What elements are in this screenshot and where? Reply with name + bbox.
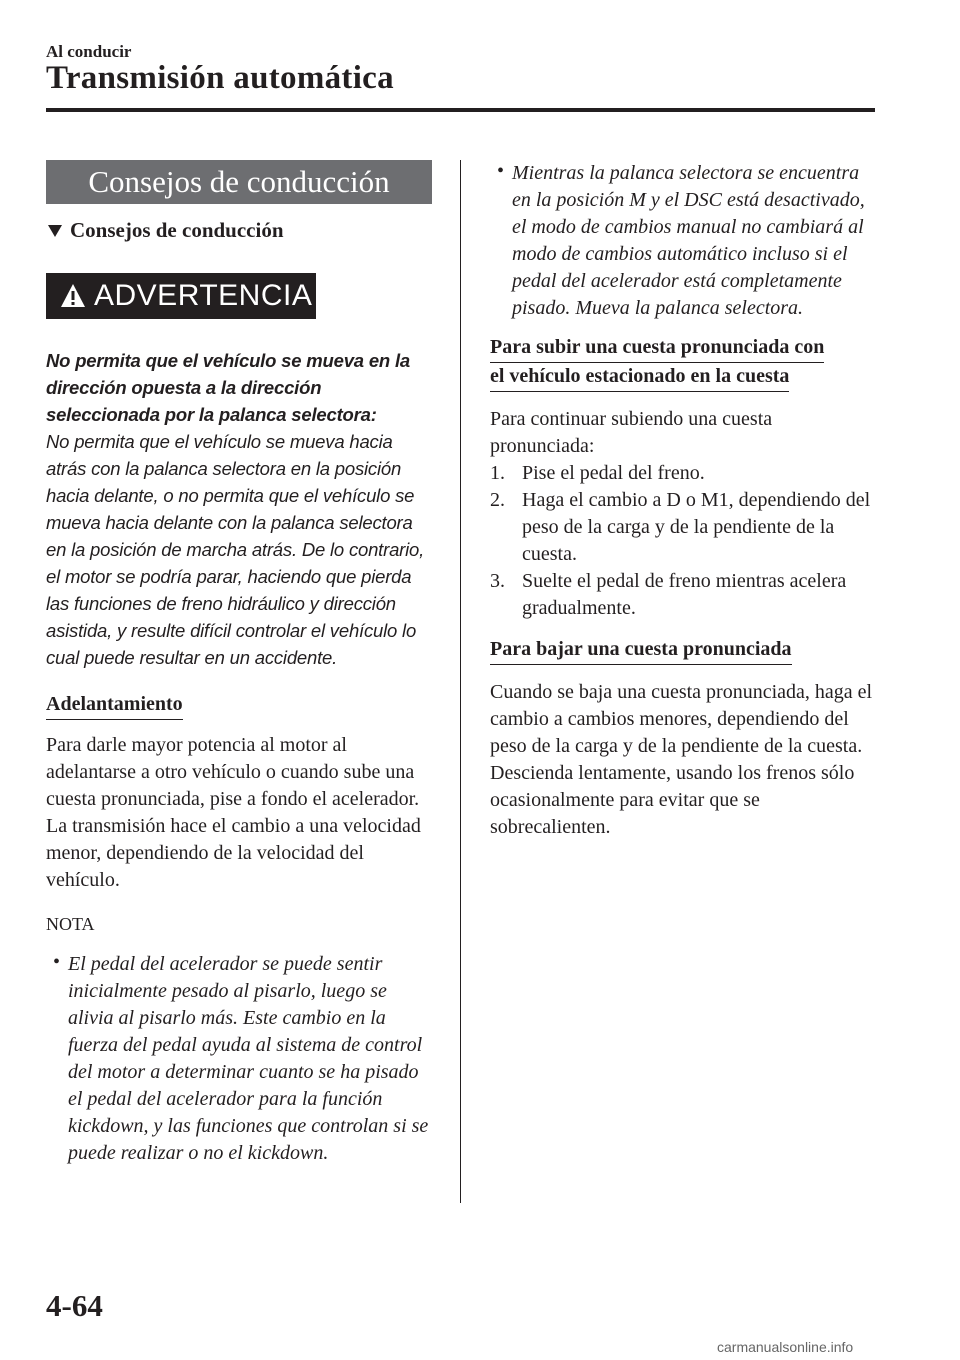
warning-bold-text: No permita que el vehículo se mueva en la dirección opuesta a la dirección seleccionada por la palanca selectora: <box>46 350 410 425</box>
warning-icon <box>60 283 86 309</box>
column-divider <box>460 160 461 1203</box>
list-item <box>490 568 880 622</box>
step-text: Haga el cambio a D o M1, dependiendo del peso de la carga y de la pendiente de la cuesta. <box>522 489 871 565</box>
warning-label: ADVERTENCIA <box>94 279 313 312</box>
warning-badge <box>46 273 316 319</box>
step-text: Suelte el pedal de freno mientras acelera gradualmente. <box>522 570 847 619</box>
note-item-text: El pedal del acelerador se puede sentir inicialmente pesado al pisarlo, luego se alivia al pisarlo más. Este cambio en la fuerza del pedal ayuda al sistema de control del motor a determinar cuanto se ha pisado el pedal del acelerador para la función kickdown, y las funciones que controlan si se puede realizar o no el kickdown. <box>68 953 429 1164</box>
list-item <box>490 487 880 568</box>
header-rule <box>46 108 875 112</box>
subsection-heading <box>46 218 436 243</box>
warning-body-text: No permita que el vehículo se mueva hacia atrás con la palanca selectora en la posición hacia delante, o no permita que el vehículo se mueva hacia delante con la palanca selectora en la posición de marcha atrás. De lo contrario, el motor se podría parar, haciendo que pierda las funciones de freno hidráulico y dirección asistida, y resulte difícil controlar el vehículo lo cual puede resultar en un accidente. <box>46 431 425 668</box>
bullet: • <box>497 160 505 182</box>
page-title: Transmisión automática <box>46 60 394 96</box>
uphill-heading-line1: Para subir una cuesta pronunciada con <box>490 336 824 363</box>
page-number: 4-64 <box>46 1288 103 1323</box>
step-number: 2. <box>490 489 505 511</box>
step-text: Pise el pedal del freno. <box>522 462 705 484</box>
note-item <box>46 951 436 1167</box>
downhill-heading: Para bajar una cuesta pronunciada <box>490 638 792 665</box>
watermark: carmanualsonline.info <box>717 1339 854 1355</box>
list-item <box>490 460 880 487</box>
overtaking-heading: Adelantamiento <box>46 693 183 720</box>
bullet: • <box>53 951 61 973</box>
section-banner: Consejos de conducción <box>46 160 432 204</box>
triangle-down-icon <box>48 225 62 237</box>
step-number: 3. <box>490 570 505 592</box>
step-number: 1. <box>490 462 505 484</box>
note-item-text: Mientras la palanca selectora se encuentra en la posición M y el DSC está desactivado, el modo de cambios manual no cambiará al modo de cambios automático incluso si el pedal del acelerador está completamente pisado. Mueva la palanca selectora. <box>512 162 865 319</box>
uphill-intro: Para continuar subiendo una cuesta pronunciada: <box>490 408 773 457</box>
header-section-label: Al conducir <box>46 42 132 61</box>
uphill-steps <box>490 460 880 622</box>
overtaking-text: Para darle mayor potencia al motor al adelantarse a otro vehículo o cuando sube una cuesta pronunciada, pise a fondo el acelerador. La transmisión hace el cambio a una velocidad menor, dependiendo de la velocidad del vehículo. <box>46 734 421 891</box>
subsection-heading-text: Consejos de conducción <box>70 218 284 242</box>
note-item <box>490 160 880 322</box>
downhill-text: Cuando se baja una cuesta pronunciada, haga el cambio a cambios menores, dependiendo del peso de la carga y de la pendiente de la cuesta. Descienda lentamente, usando los frenos sólo ocasionalmente para evitar que se sobrecalienten. <box>490 681 873 838</box>
left-column <box>46 160 436 1167</box>
uphill-heading-line2: el vehículo estacionado en la cuesta <box>490 365 789 392</box>
right-column <box>490 160 880 841</box>
note-label: NOTA <box>46 914 95 934</box>
